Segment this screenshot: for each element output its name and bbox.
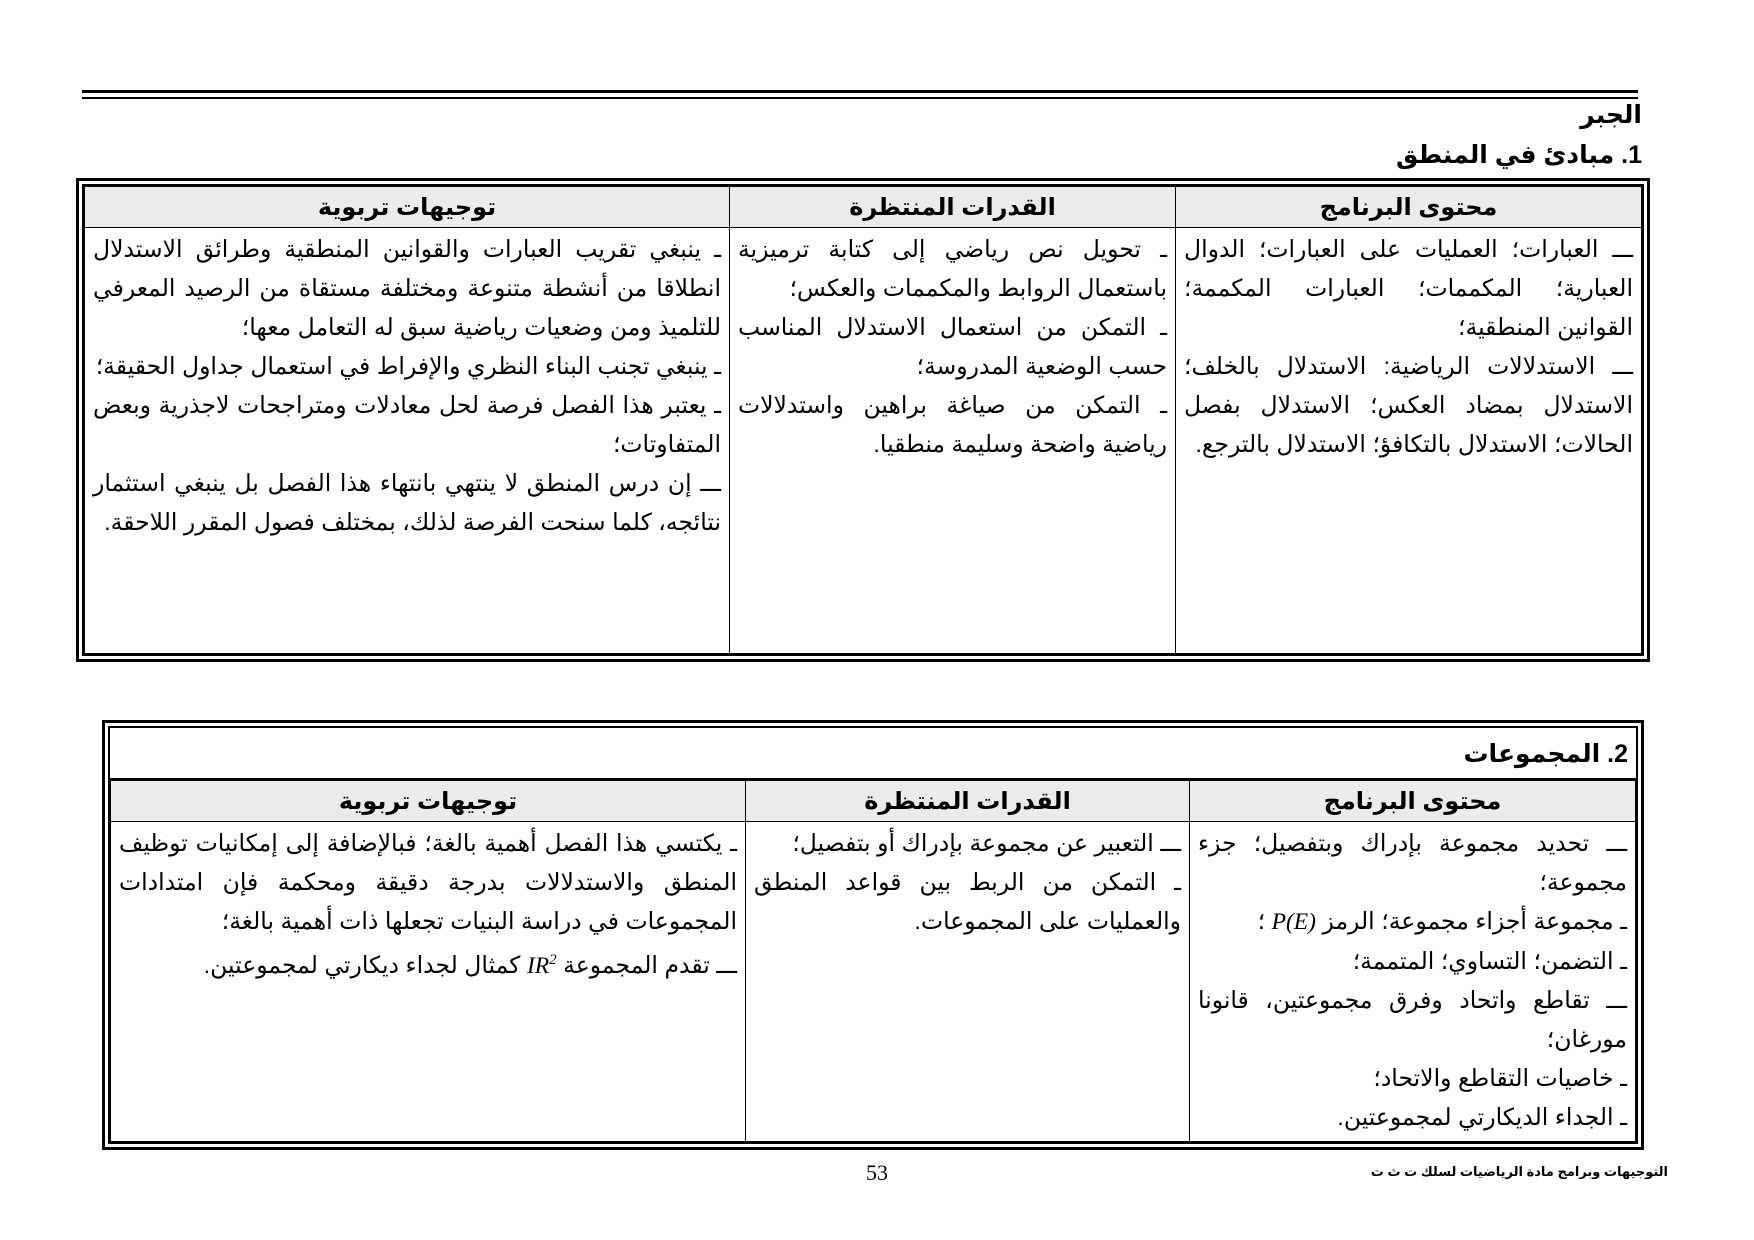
list-item: ـ تحويل نص رياضي إلى كتابة ترميزية باستعمال الروابط والمكممات والعكس؛ <box>731 236 1167 301</box>
table1-col-guidance-header: توجيهات تربوية <box>85 187 730 228</box>
page-number: 53 <box>866 1160 888 1185</box>
list-item: ـــ تقاطع واتحاد وفرق مجموعتين، قانونا مورغان؛ <box>1191 987 1627 1052</box>
list-item: ـ يعتبر هذا الفصل فرصة لحل معادلات ومتراجحات لاجذرية وبعض المتفاوتات؛ <box>86 392 721 457</box>
table1-body-row <box>85 228 1642 654</box>
list-item-text: ـ مجموعة أجزاء مجموعة؛ الرمز <box>1322 908 1627 934</box>
table2-body-row <box>111 822 1636 1142</box>
table1-col-content-header: محتوى البرنامج <box>1176 187 1642 228</box>
list-item: ـ خاصيات التقاطع والاتحاد؛ <box>1373 1065 1627 1091</box>
table1-guidance-cell <box>85 228 730 654</box>
section1-title: 1. مبادئ في المنطق <box>1396 141 1642 169</box>
top-double-rule <box>82 90 1638 99</box>
table2-col-guidance-header: توجيهات تربوية <box>111 781 746 822</box>
table2-guidance-cell <box>111 822 746 1142</box>
list-item: ـــ العبارات؛ العمليات على العبارات؛ الدوال العبارية؛ المكممات؛ العبارات المكممة؛ القوانين المنطقية؛ <box>1177 236 1633 340</box>
table2-abilities-cell <box>746 822 1190 1142</box>
section2-title: 2. المجموعات <box>110 728 1636 780</box>
list-item: ـ الجداء الديكارتي لمجموعتين. <box>1337 1104 1627 1130</box>
list-item: ـ ينبغي تجنب البناء النظري والإفراط في استعمال جداول الحقيقة؛ <box>95 353 721 379</box>
ir2-base: IR <box>526 952 550 979</box>
list-item-text: ـــ تقدم المجموعة <box>563 951 737 978</box>
table1 <box>84 186 1642 654</box>
list-item-text: كمثال لجداء ديكارتي لمجموعتين. <box>203 951 521 978</box>
list-item: ـــ تحديد مجموعة بإدراك وبتفصيل؛ جزء مجموعة؛ <box>1191 830 1627 895</box>
list-item: ـــ التعبير عن مجموعة بإدراك أو بتفصيل؛ <box>792 830 1181 856</box>
list-item: ـــ إن درس المنطق لا ينتهي بانتهاء هذا الفصل بل ينبغي استثمار نتائجه، كلما سنحت الفرصة لذلك، بمختلف فصول المقرر اللاحقة. <box>86 470 721 535</box>
table1-content-cell <box>1176 228 1642 654</box>
table1-frame <box>76 178 1650 662</box>
list-item: ـ ينبغي تقريب العبارات والقوانين المنطقية وطرائق الاستدلال انطلاقا من أنشطة متنوعة ومختلفة مستقاة من الرصيد المعرفي للتلميذ ومن وضعيات رياضية سبق له التعامل معها؛ <box>86 236 721 340</box>
table1-header-row <box>85 187 1642 228</box>
list-item: ـ التمكن من استعمال الاستدلال المناسب حسب الوضعية المدروسة؛ <box>731 314 1167 379</box>
table2-content-cell <box>1190 822 1636 1142</box>
table2-header-row <box>111 781 1636 822</box>
ir2-symbol <box>527 953 557 979</box>
table1-col-abilities-header: القدرات المنتظرة <box>730 187 1176 228</box>
table1-abilities-cell <box>730 228 1176 654</box>
table2 <box>110 780 1636 1142</box>
ir2-exponent: 2 <box>549 952 557 968</box>
list-item: ـ يكتسي هذا الفصل أهمية بالغة؛ فبالإضافة إلى إمكانيات توظيف المنطق والاستدلالات بدرجة دقيقة ومحكمة فإن امتدادات المجموعات في دراسة البنيات تجعلها ذات أهمية بالغة؛ <box>112 830 737 934</box>
list-item: ـــ الاستدلالات الرياضية: الاستدلال بالخلف؛ الاستدلال بمضاد العكس؛ الاستدلال بفصل الحالات؛ الاستدلال بالتكافؤ؛ الاستدلال بالترجع. <box>1177 353 1633 457</box>
list-item: ـ التمكن من صياغة براهين واستدلالات رياضية واضحة وسليمة منطقيا. <box>731 392 1167 457</box>
list-item <box>119 941 737 986</box>
table2-frame <box>102 720 1644 1150</box>
chapter-title: الجبر <box>1580 101 1642 129</box>
list-item: ـ التضمن؛ التساوي؛ المتممة؛ <box>1352 948 1627 974</box>
power-set-symbol: P(E) <box>1271 909 1316 935</box>
table2-col-abilities-header: القدرات المنتظرة <box>746 781 1190 822</box>
table2-col-content-header: محتوى البرنامج <box>1190 781 1636 822</box>
list-item: ـ التمكن من الربط بين قواعد المنطق والعمليات على المجموعات. <box>747 869 1181 934</box>
footer-note: التوجيهات وبرامج مادة الرياضيات لسلك ت ث ت <box>1370 1164 1668 1179</box>
list-item: ـ مجموعة أجزاء مجموعة؛ الرمز P(E) ؛ <box>1257 908 1627 935</box>
